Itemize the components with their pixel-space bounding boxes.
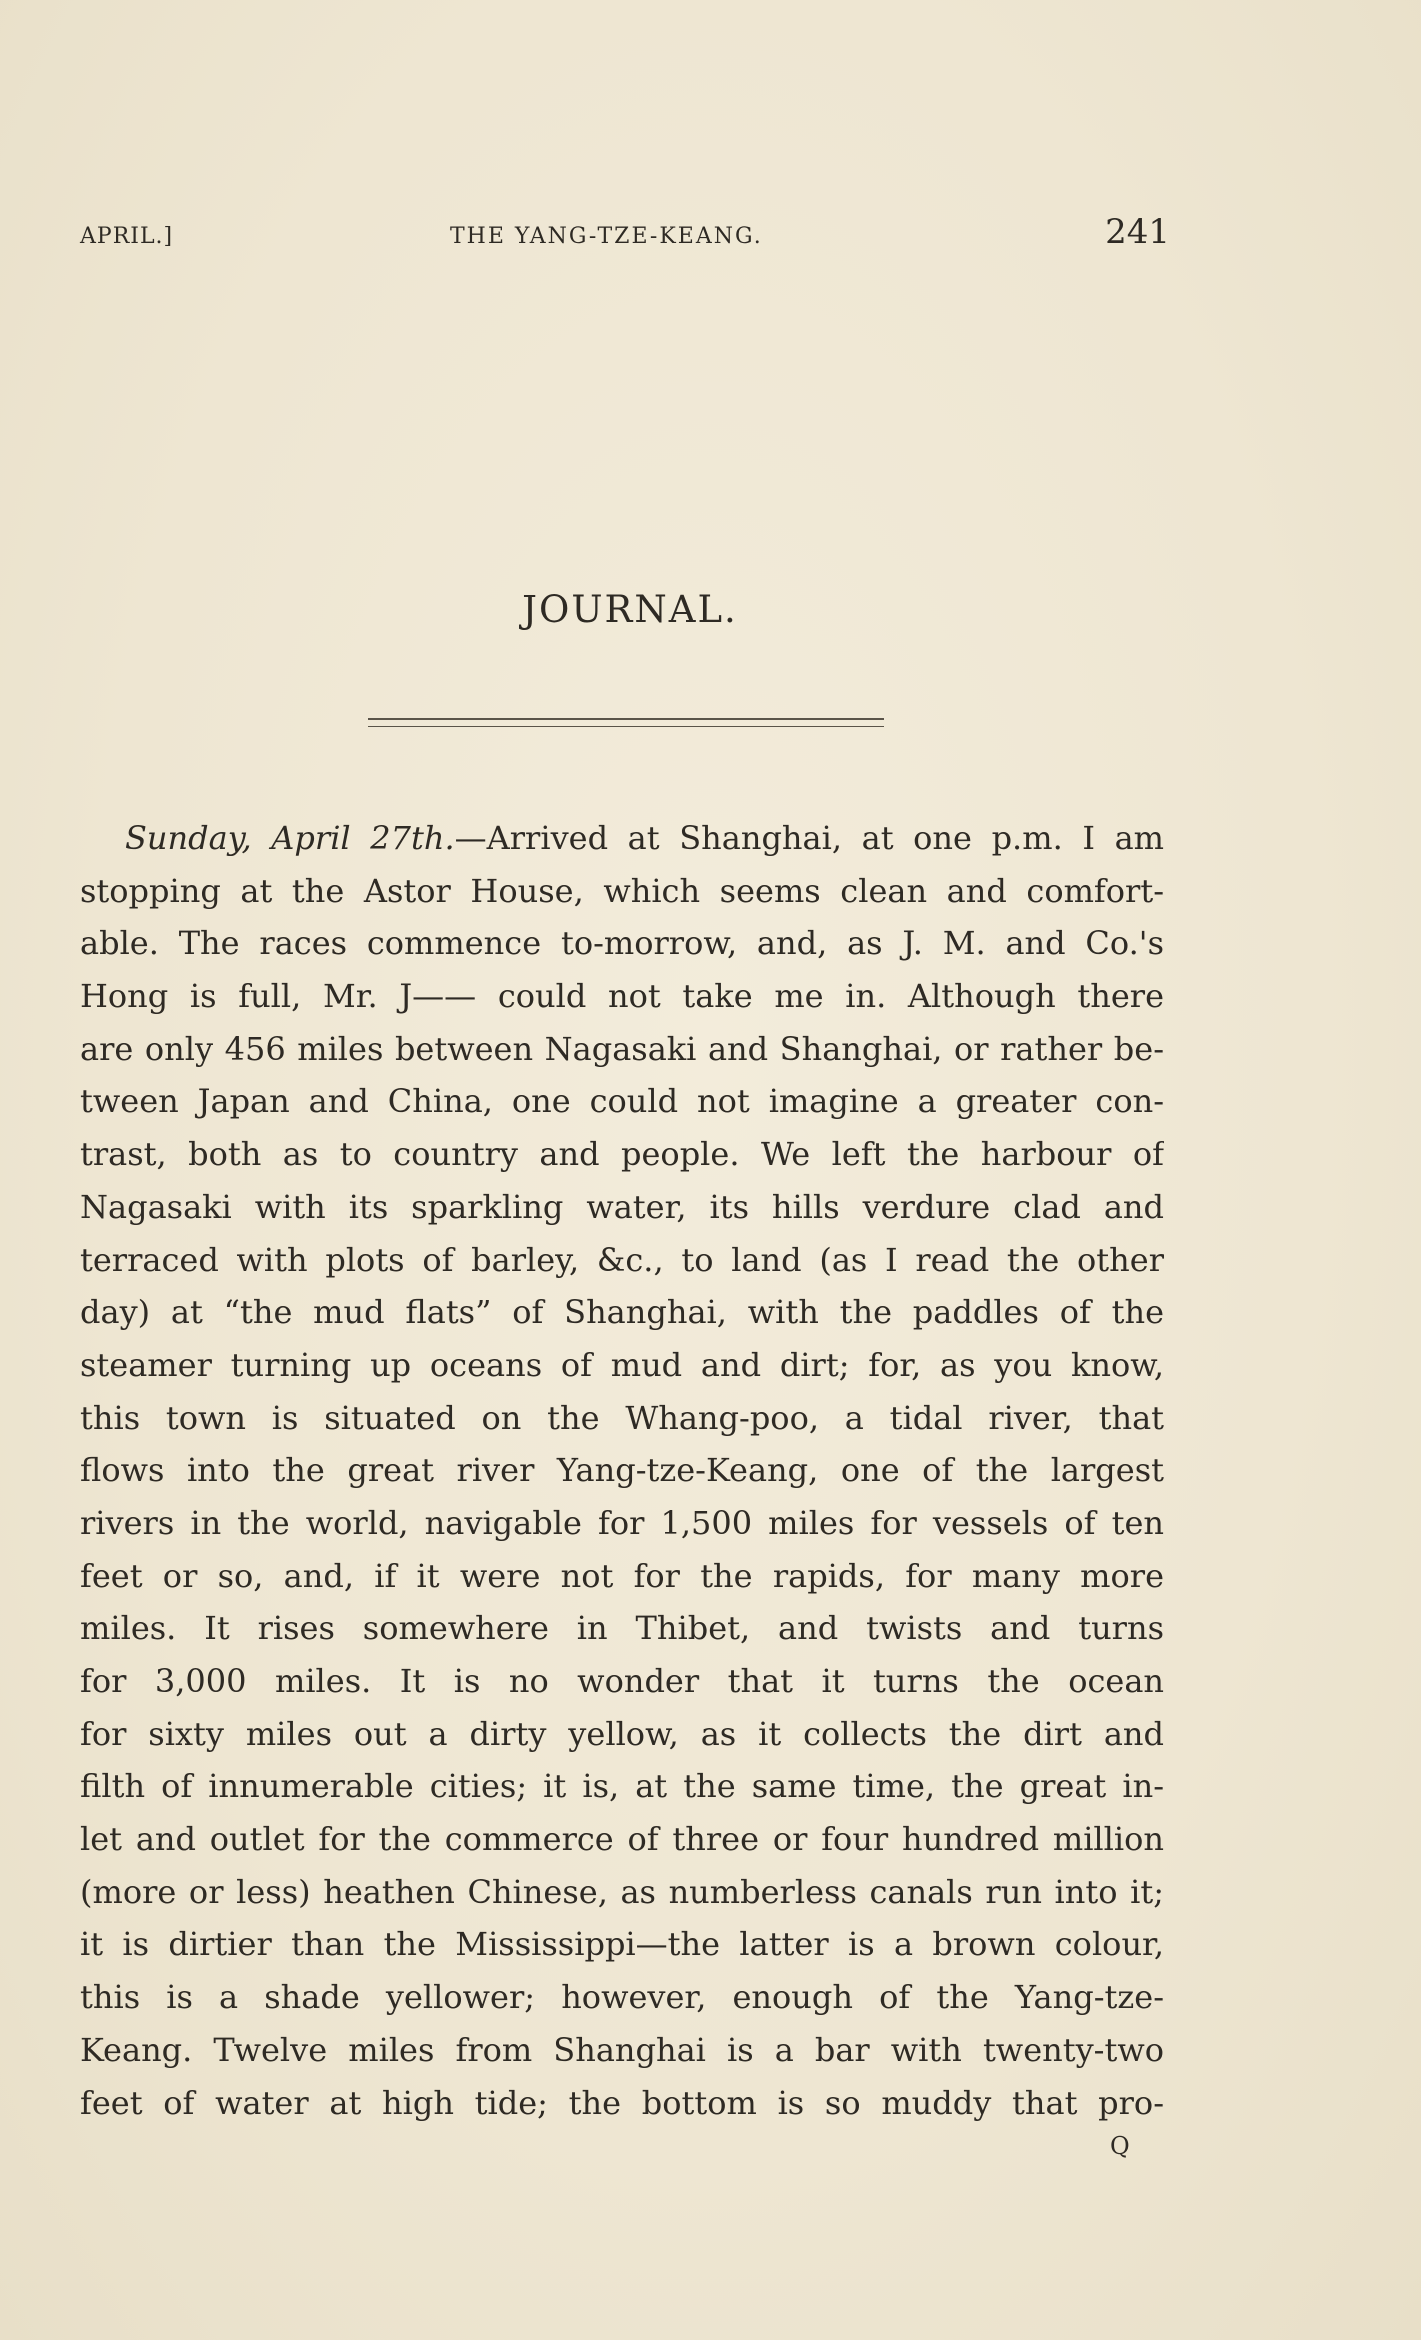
text-line: Keang. Twelve miles from Shanghai is a bar with twenty-two (80, 2030, 1164, 2069)
text-line: miles. It rises somewhere in Thibet, and twists and turns (80, 1609, 1164, 1648)
text-line: steamer turning up oceans of mud and dirt; for, as you know, (80, 1345, 1164, 1384)
journal-body (80, 812, 1164, 2129)
text-line: for sixty miles out a dirty yellow, as it collects the dirt and (80, 1714, 1164, 1753)
text-line: this town is situated on the Whang-poo, a tidal river, that (80, 1398, 1164, 1437)
running-head-left: APRIL.] (80, 224, 174, 249)
text-line: Hong is full, Mr. J—— could not take me in. Although there (80, 977, 1164, 1016)
text-line: for 3,000 miles. It is no wonder that it turns the ocean (80, 1662, 1164, 1700)
text-line: stopping at the Astor House, which seems clean and comfort- (80, 871, 1164, 910)
text-line: let and outlet for the commerce of three or four hundred million (80, 1820, 1164, 1859)
text-line: Sunday, April 27th.—Arrived at Shanghai, at one p.m. I am (125, 819, 1164, 857)
text-line: feet of water at high tide; the bottom is so muddy that pro- (80, 2083, 1164, 2122)
text-line: it is dirtier than the Mississippi—the latter is a brown colour, (80, 1925, 1164, 1964)
text-line: able. The races commence to-morrow, and, as J. M. and Co.'s (80, 924, 1164, 963)
text-line: Nagasaki with its sparkling water, its hills verdure clad and (80, 1187, 1164, 1226)
running-head (80, 212, 1170, 262)
text-line: (more or less) heathen Chinese, as numberless canals run into it; (80, 1872, 1164, 1911)
text-line: trast, both as to country and people. We left the harbour of (80, 1135, 1164, 1174)
text-line: feet or so, and, if it were not for the rapids, for many more (80, 1556, 1164, 1595)
text-line: terraced with plots of barley, &c., to land (as I read the other (80, 1240, 1164, 1279)
text-line: filth of innumerable cities; it is, at the same time, the great in- (80, 1767, 1164, 1806)
text-line: are only 456 miles between Nagasaki and Shanghai, or rather be- (80, 1029, 1164, 1068)
text-line: this is a shade yellower; however, enough of the Yang-tze- (80, 1978, 1164, 2017)
text-line: tween Japan and China, one could not imagine a greater con- (80, 1082, 1164, 1121)
section-heading: JOURNAL. (522, 588, 738, 631)
text-line: flows into the great river Yang-tze-Keang, one of the largest (80, 1451, 1164, 1490)
running-head-title: THE YANG-TZE-KEANG. (450, 224, 763, 249)
heading-rule-bottom (368, 726, 884, 727)
text-line: day) at “the mud flats” of Shanghai, with the paddles of the (80, 1293, 1164, 1332)
heading-rule-top (368, 718, 884, 720)
text-line: rivers in the world, navigable for 1,500 miles for vessels of ten (80, 1503, 1164, 1542)
signature-mark: Q (1110, 2132, 1130, 2160)
page-number: 241 (1105, 212, 1170, 252)
